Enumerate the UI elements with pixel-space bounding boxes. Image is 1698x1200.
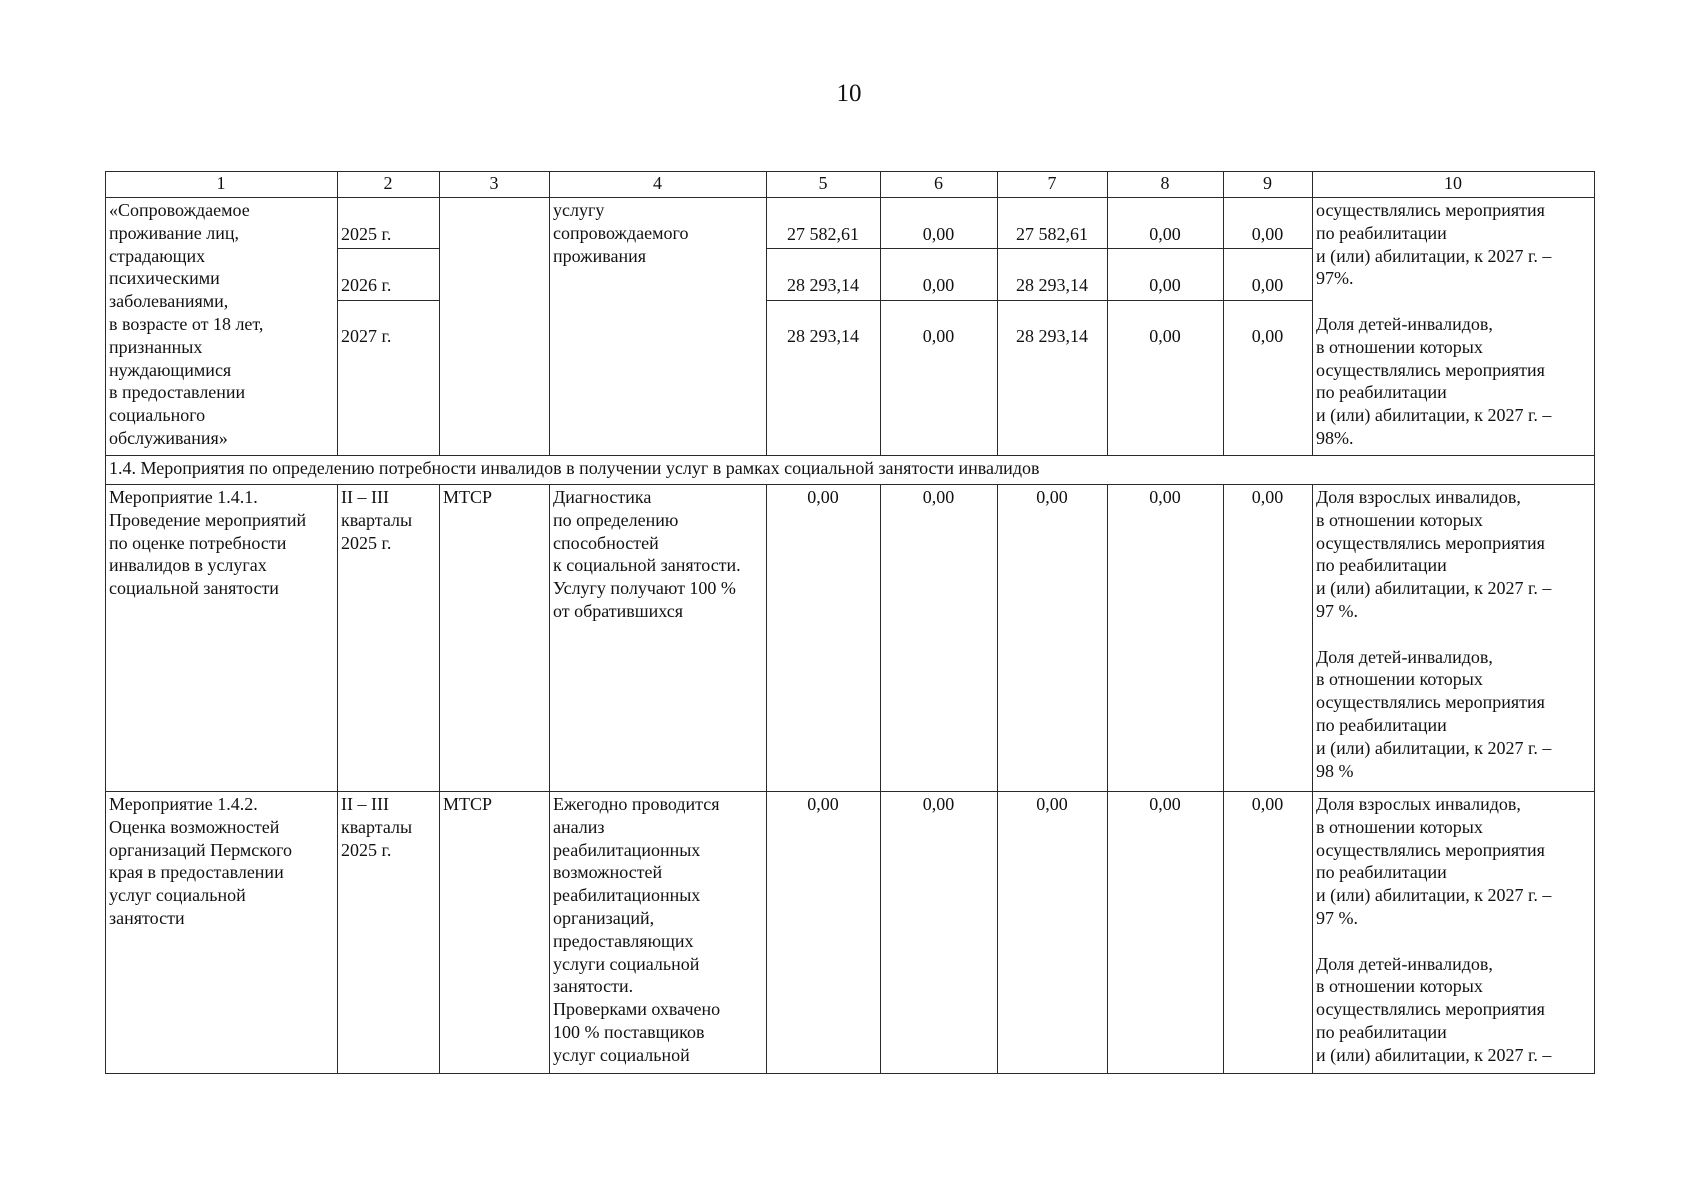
amount-value: 0,00 [1224, 485, 1313, 792]
result-cell: Диагностика по определению способностей к социальной занятости. Услугу получают 100 % от обратившихся [550, 485, 767, 792]
amount-value: 0,00 [1224, 792, 1313, 1074]
amount-value: 27 582,61 [767, 221, 880, 250]
amount-value: 28 293,14 [998, 272, 1107, 301]
column-number: 3 [440, 172, 550, 198]
amount-value: 0,00 [998, 485, 1108, 792]
amount-value: 0,00 [881, 221, 997, 250]
amount-value: 0,00 [881, 272, 997, 301]
column-number: 1 [106, 172, 338, 198]
amount-value: 0,00 [922, 326, 955, 347]
amount-value: 0,00 [1108, 221, 1223, 250]
column-number: 6 [881, 172, 998, 198]
amount-value: 28 293,14 [787, 326, 859, 347]
col9-cell [1224, 198, 1313, 456]
column-number: 10 [1313, 172, 1595, 198]
year-value: 2026 г. [338, 272, 439, 301]
executor-cell: МТСР [440, 792, 550, 1074]
amount-value: 28 293,14 [1016, 326, 1088, 347]
table-row [106, 198, 1595, 456]
amount-value: 0,00 [881, 792, 998, 1074]
amount-value: 27 582,61 [998, 221, 1107, 250]
indicator-cell: Доля взрослых инвалидов, в отношении которых осуществлялись мероприятия по реабилитации и (или) абилитации, к 2027 г. – 97 %. Доля детей-инвалидов, в отношении которых осуществлялись мероприятия по реабилитации и (или) абилитации, к 2027 г. – 98 % [1313, 485, 1595, 792]
amount-value: 0,00 [1108, 792, 1224, 1074]
section-title: 1.4. Мероприятия по определению потребности инвалидов в получении услуг в рамках социальной занятости инвалидов [106, 456, 1595, 485]
amount-value: 0,00 [1251, 326, 1284, 347]
amount-value: 0,00 [1224, 272, 1312, 301]
table-row [106, 485, 1595, 792]
column-number: 2 [338, 172, 440, 198]
page-number: 10 [836, 80, 862, 107]
column-number: 8 [1108, 172, 1224, 198]
amount-value: 0,00 [1108, 485, 1224, 792]
measure-name: Мероприятие 1.4.2. Оценка возможностей организаций Пермского края в предоставлении услуг социальной занятости [106, 792, 338, 1074]
column-number: 4 [550, 172, 767, 198]
amount-value: 0,00 [1224, 221, 1312, 250]
measures-table [105, 171, 1595, 1074]
col5-cell [767, 198, 881, 456]
amount-value: 0,00 [881, 485, 998, 792]
period-cell: II – III кварталы 2025 г. [338, 792, 440, 1074]
year-value: 2025 г. [338, 221, 439, 250]
amount-value: 0,00 [998, 792, 1108, 1074]
column-number: 9 [1224, 172, 1313, 198]
year-value: 2027 г. [341, 326, 392, 347]
amount-value: 0,00 [1108, 272, 1223, 301]
col8-cell [1108, 198, 1224, 456]
column-number: 7 [998, 172, 1108, 198]
section-row [106, 456, 1595, 485]
result-cell: Ежегодно проводится анализ реабилитационных возможностей реабилитационных организаций, предоставляющих услуги социальной занятости. Проверками охвачено 100 % поставщиков услуг социальной [550, 792, 767, 1074]
col7-cell [998, 198, 1108, 456]
indicator-cell: Доля взрослых инвалидов, в отношении которых осуществлялись мероприятия по реабилитации и (или) абилитации, к 2027 г. – 97 %. Доля детей-инвалидов, в отношении которых осуществлялись мероприятия по реабилитации и (или) абилитации, к 2027 г. – [1313, 792, 1595, 1074]
table-row [106, 792, 1595, 1074]
column-number-row [106, 172, 1595, 198]
result-cell: услугу сопровождаемого проживания [550, 198, 767, 456]
measure-name: «Сопровождаемое проживание лиц, страдающих психическими заболеваниями, в возрасте от 18 лет, признанных нуждающимися в предоставлении социального обслуживания» [106, 198, 338, 456]
period-cell: II – III кварталы 2025 г. [338, 485, 440, 792]
amount-value: 28 293,14 [767, 272, 880, 301]
column-number: 5 [767, 172, 881, 198]
amount-value: 0,00 [767, 792, 881, 1074]
executor-cell [440, 198, 550, 456]
amount-value: 0,00 [1149, 326, 1181, 347]
indicator-cell: осуществлялись мероприятия по реабилитации и (или) абилитации, к 2027 г. – 97%. Доля детей-инвалидов, в отношении которых осуществлялись мероприятия по реабилитации и (или) абилитации, к 2027 г. – 98%. [1313, 198, 1595, 456]
executor-cell: МТСР [440, 485, 550, 792]
amount-value: 0,00 [767, 485, 881, 792]
col6-cell [881, 198, 998, 456]
years-cell [338, 198, 440, 456]
measure-name: Мероприятие 1.4.1. Проведение мероприятий по оценке потребности инвалидов в услугах социальной занятости [106, 485, 338, 792]
